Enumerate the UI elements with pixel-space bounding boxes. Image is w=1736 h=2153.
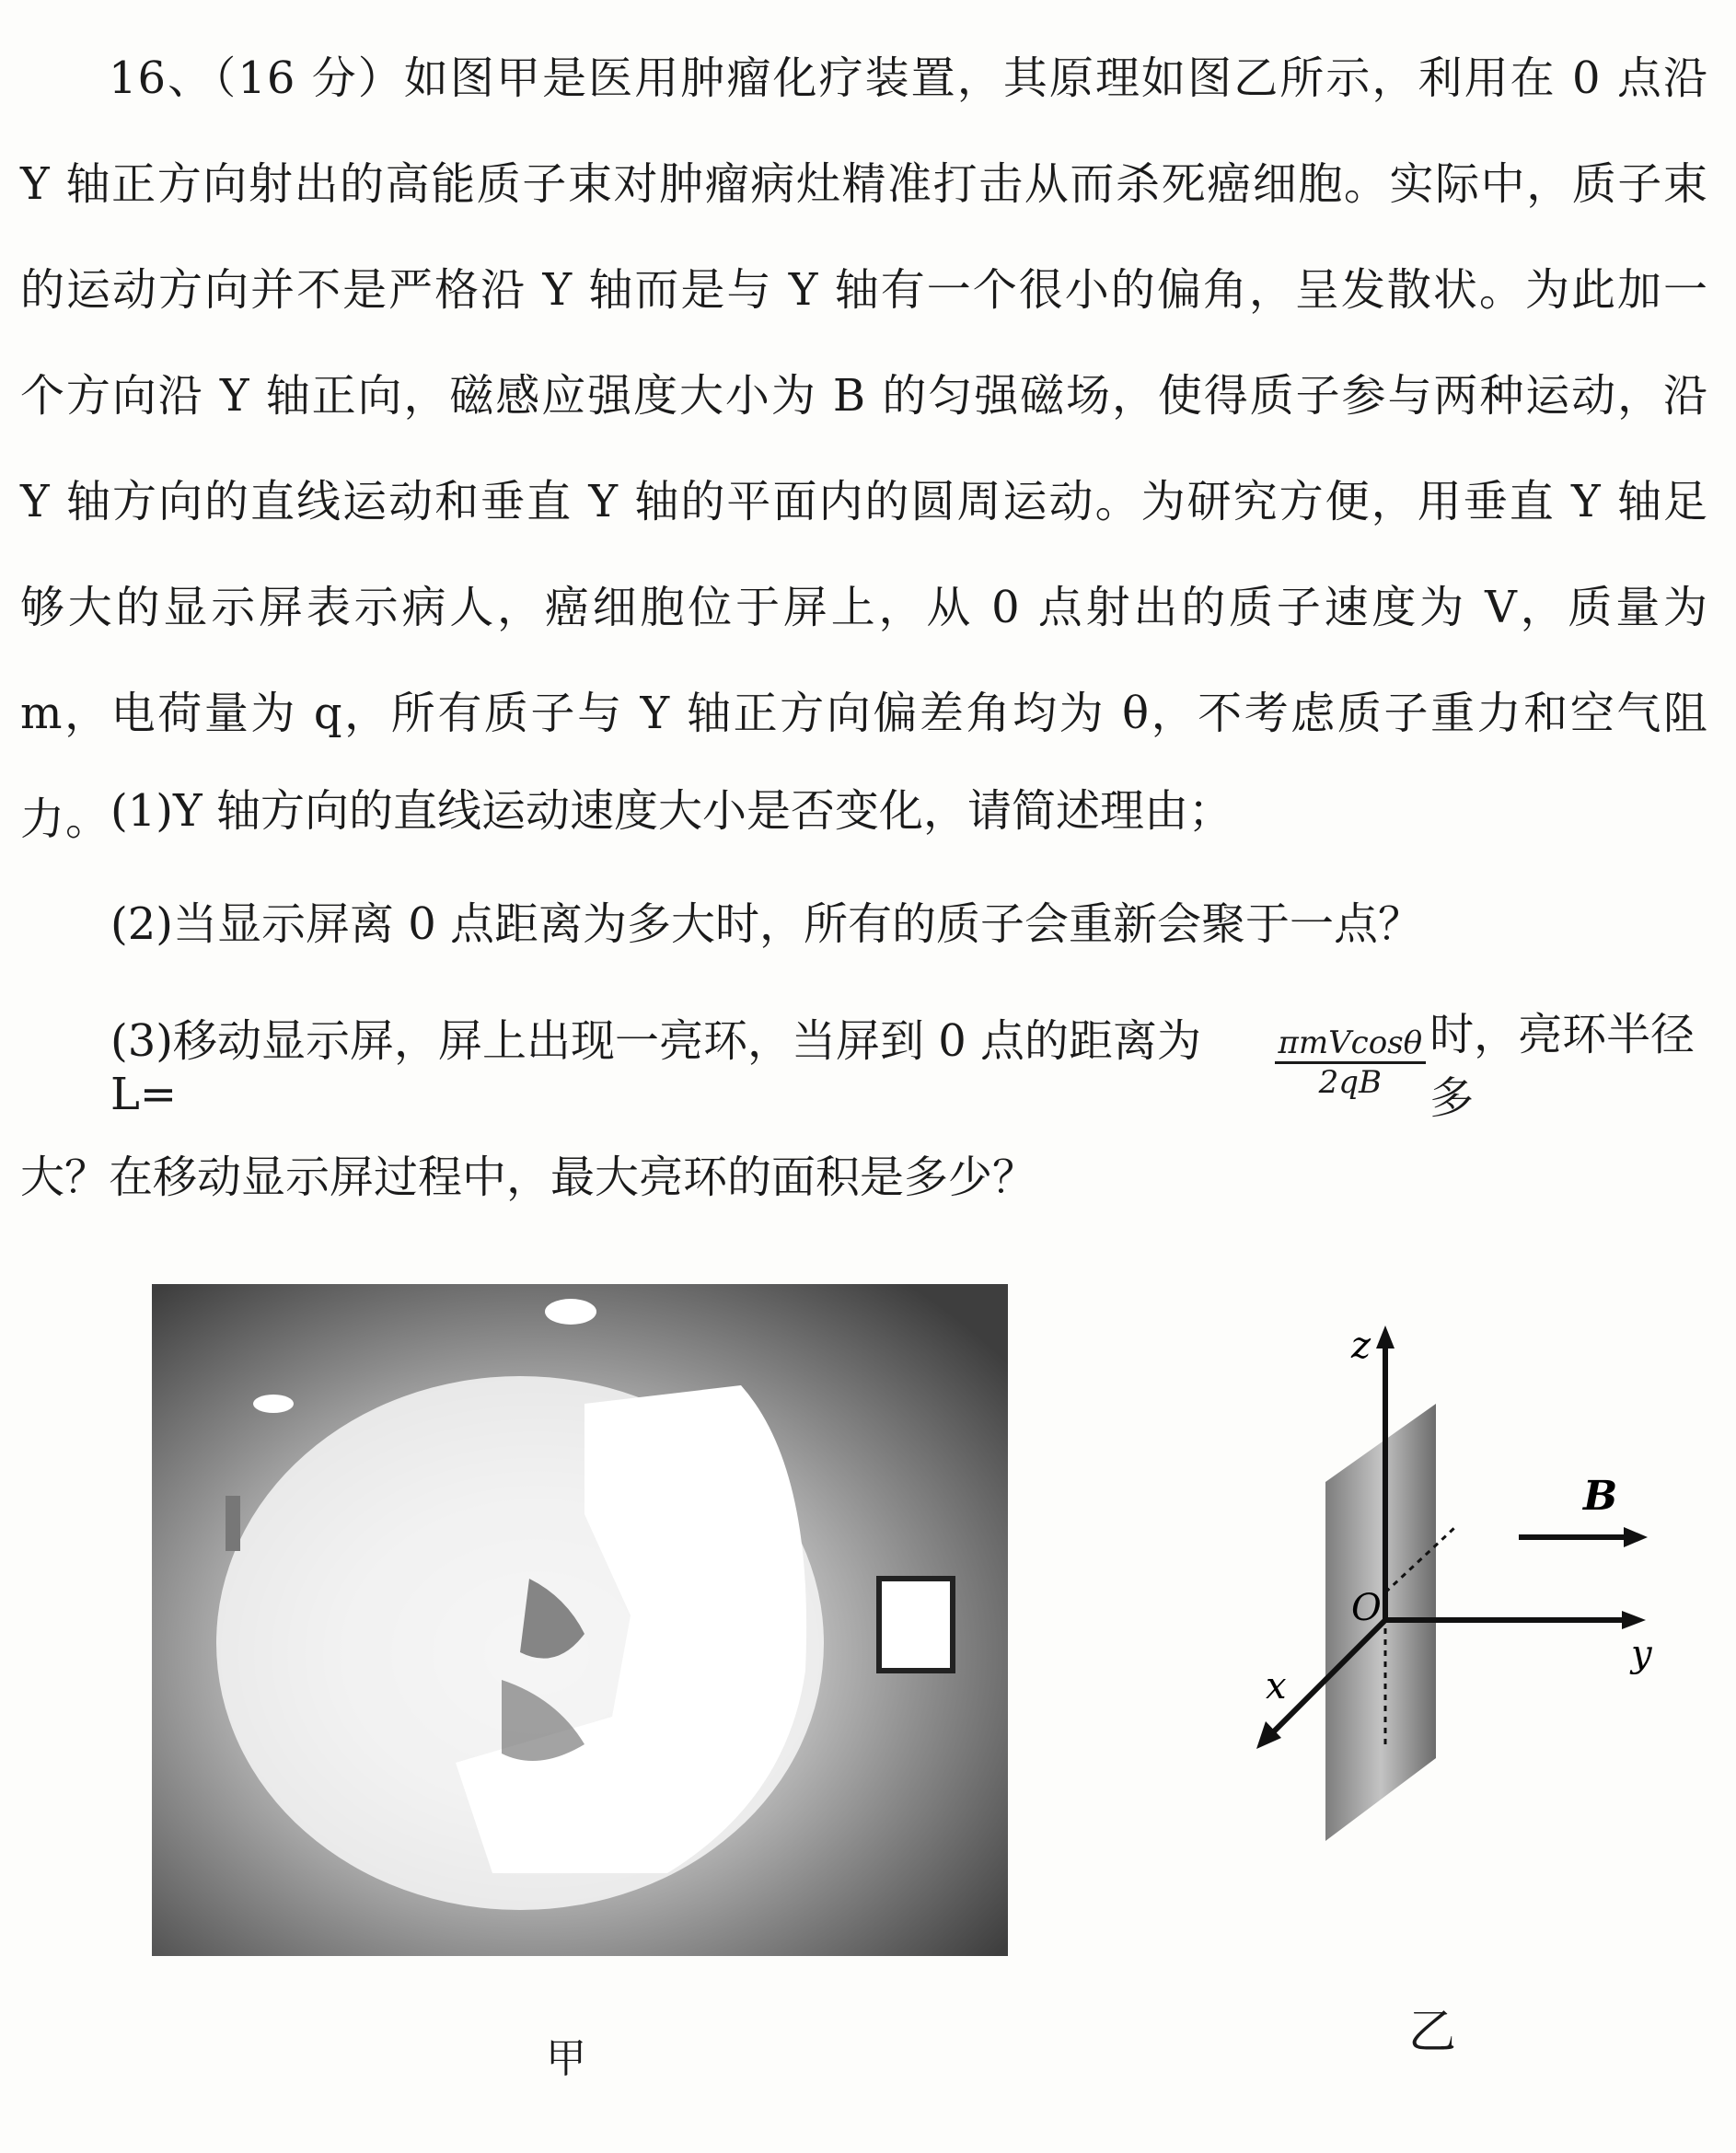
- x-axis-label: x: [1266, 1665, 1287, 1707]
- q3-text-after: 时，亮环半径多: [1429, 1009, 1695, 1124]
- light-spot: [253, 1395, 294, 1413]
- device-photo: [152, 1284, 1008, 1956]
- caption-jia: 甲: [546, 2035, 586, 2082]
- problem-number: 16、（16 分）: [109, 52, 404, 104]
- side-window: [879, 1579, 953, 1671]
- sub-question-3: [110, 999, 1736, 1126]
- field-label: B: [1583, 1473, 1618, 1520]
- ceiling-light: [545, 1299, 596, 1325]
- sub-question-2: (2)当显示屏离 0 点距离为多大时，所有的质子会重新会聚于一点？: [110, 898, 1423, 950]
- wall-mark: [226, 1496, 240, 1551]
- formula-numerator: πmVcosθ: [1275, 1024, 1427, 1064]
- origin-label: O: [1351, 1587, 1382, 1629]
- formula-fraction: [1275, 1024, 1427, 1101]
- field-arrow-head: [1624, 1527, 1648, 1547]
- formula-denominator: 2qB: [1318, 1063, 1383, 1101]
- problem-text: 如图甲是医用肿瘤化疗装置，其原理如图乙所示，利用在 0 点沿 Y 轴正方向射出的高能质子束对肿瘤病灶精准打击从而杀死癌细胞。实际中，质子束的运动方向并不是严格沿 Y 轴而是与 Y 轴有一个很小的偏角，呈发散状。为此加一个方向沿 Y 轴正向，磁感应强度大小为 B 的匀强磁场，使得质子参与两种运动，沿 Y 轴方向的直线运动和垂直 Y 轴的平面内的圆周运动。为研究方便，用垂直 Y 轴足够大的显示屏表示病人，癌细胞位于屏上，从 0 点射出的质子速度为 V，质量为 m，电荷量为 q，所有质子与 Y 轴正方向偏差角均为 θ，不考虑质子重力和空气阻力。: [20, 52, 1708, 845]
- sub-question-1: (1)Y 轴方向的直线运动速度大小是否变化，请简述理由；: [110, 785, 1233, 837]
- q3-text-before: (3)移动显示屏，屏上出现一亮环，当屏到 0 点的距离为 L=: [110, 1014, 1202, 1120]
- z-axis-arrow: [1376, 1325, 1395, 1349]
- axes-diagram: [1233, 1316, 1694, 1850]
- y-axis-label: y: [1631, 1633, 1652, 1675]
- caption-yi: 乙: [1408, 2005, 1457, 2060]
- y-axis-arrow: [1622, 1611, 1646, 1629]
- sub-question-3-continued: 大？在移动显示屏过程中，最大亮环的面积是多少？: [20, 1152, 1037, 1203]
- device-photo-graphic: [152, 1284, 1008, 1956]
- z-axis-label: z: [1351, 1325, 1371, 1367]
- problem-statement: [20, 26, 1708, 873]
